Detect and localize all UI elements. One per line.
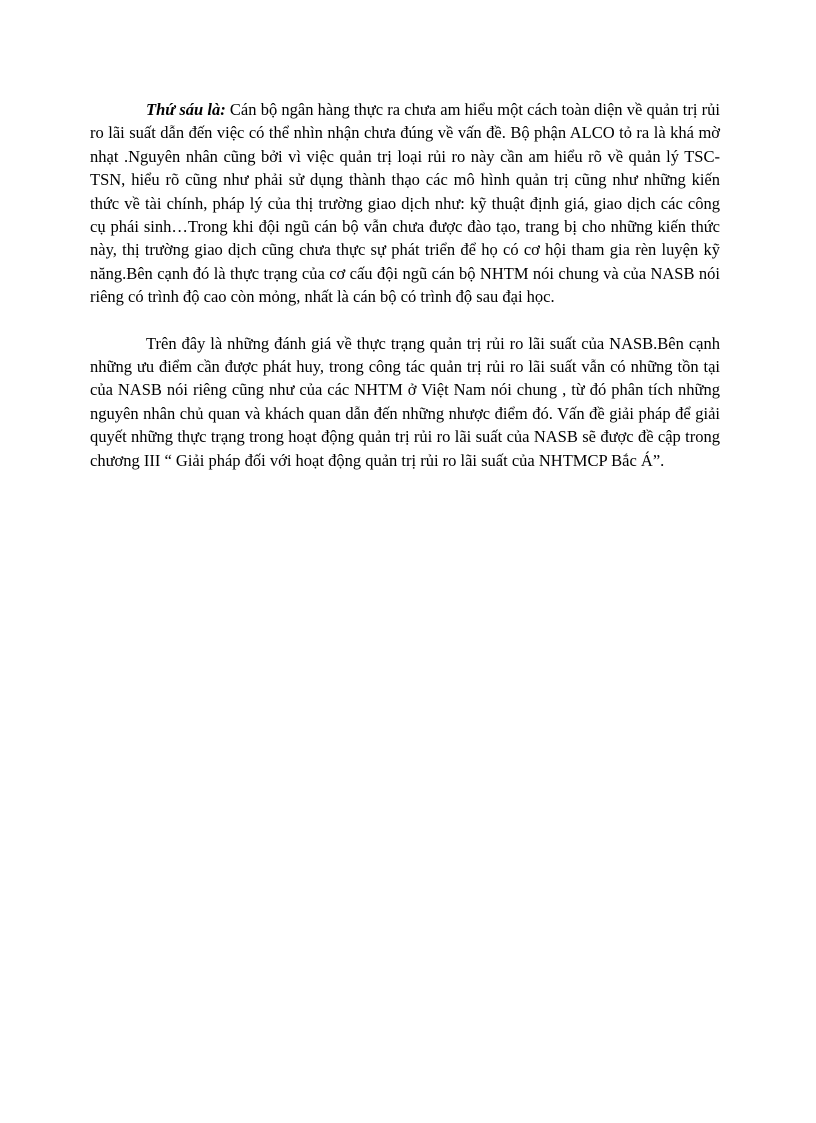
- paragraph-body-text: Trên đây là những đánh giá về thực trạng quản trị rủi ro lãi suất của NASB.Bên cạnh những ưu điểm cần được phát huy, trong công tác quản trị rủi ro lãi suất vẫn có những tồn tại của NASB nói riêng cũng như của các NHTM ở Việt Nam nói chung , từ đó phân tích những nguyên nhân chủ quan và khách quan dẫn đến những nhược điểm đó. Vấn đề giải pháp để giải quyết những thực trạng trong hoạt động quản trị rủi ro lãi suất của NASB sẽ được đề cập trong chương III “ Giải pháp đối với hoạt động quản trị rủi ro lãi suất của NHTMCP Bắc Á”.: [90, 333, 720, 470]
- paragraph-summary: [90, 332, 720, 472]
- paragraph-lead-heading: Thứ sáu là:: [146, 100, 226, 119]
- paragraph-thu-sau-la: [90, 98, 720, 309]
- paragraph-body-text: Cán bộ ngân hàng thực ra chưa am hiểu một cách toàn diện về quản trị rủi ro lãi suất dẫn đến việc có thể nhìn nhận chưa đúng về vấn đề. Bộ phận ALCO tỏ ra là khá mờ nhạt .Nguyên nhân cũng bởi vì việc quản trị loại rủi ro này cần am hiểu rõ về quản lý TSC-TSN, hiểu rõ cũng như phải sử dụng thành thạo các mô hình quản trị cũng như những kiến thức về tài chính, pháp lý của thị trường giao dịch như: kỹ thuật định giá, giao dịch các công cụ phái sinh…Trong khi đội ngũ cán bộ vẫn chưa được đào tạo, trang bị cho những kiến thức này, thị trường giao dịch cũng chưa thực sự phát triển để họ có cơ hội tham gia rèn luyện kỹ năng.Bên cạnh đó là thực trạng của cơ cấu đội ngũ cán bộ NHTM nói chung và của NASB nói riêng có trình độ cao còn mỏng, nhất là cán bộ có trình độ sau đại học.: [90, 100, 720, 307]
- document-page: [90, 98, 720, 472]
